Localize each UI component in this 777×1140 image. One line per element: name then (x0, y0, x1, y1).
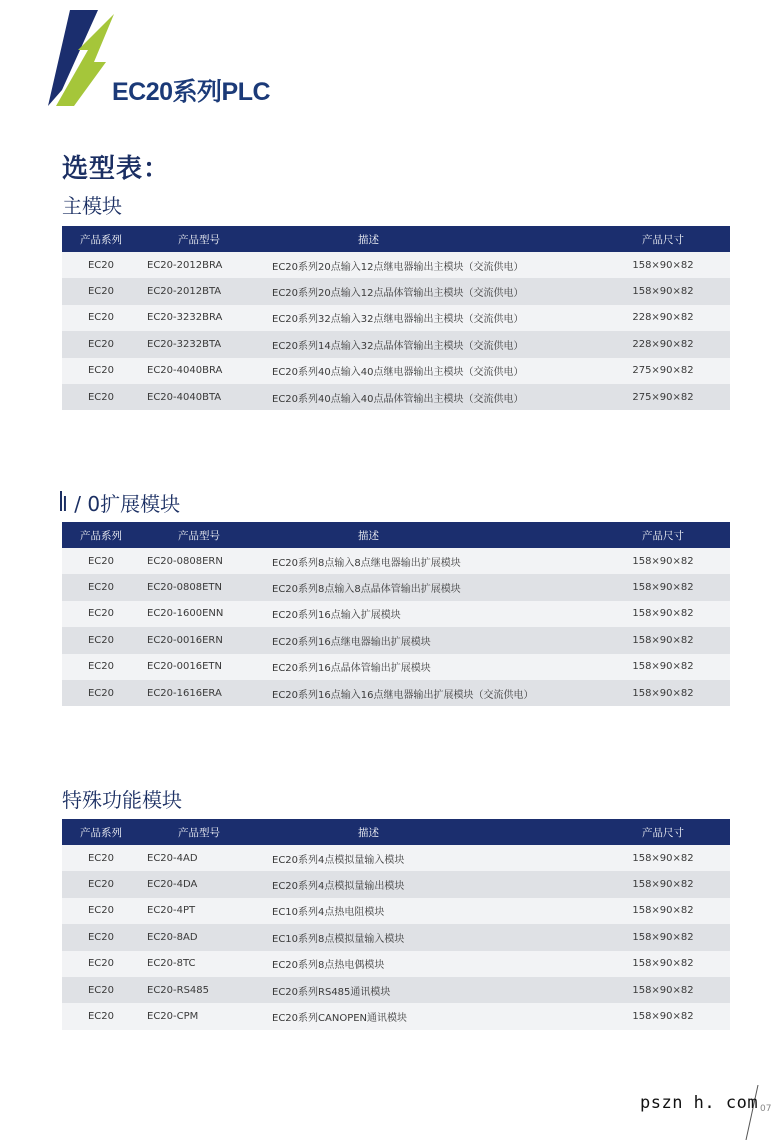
header-size: 产品尺寸 (596, 226, 730, 252)
cell-model: EC20-3232BRA (140, 305, 270, 331)
cell-size: 158×90×82 (596, 977, 730, 1003)
table-header-row (62, 226, 730, 252)
cell-model: EC20-2012BTA (140, 278, 270, 304)
cell-series: EC20 (62, 548, 140, 574)
cell-size: 158×90×82 (596, 654, 730, 680)
io-module-table (62, 522, 730, 706)
cell-size: 275×90×82 (596, 384, 730, 410)
cell-model: EC20-0016ERN (140, 627, 270, 653)
section-title-main-module: 主模块 (62, 194, 122, 218)
cell-size: 158×90×82 (596, 680, 730, 706)
cell-size: 158×90×82 (596, 1003, 730, 1029)
cell-desc: EC20系列RS485通讯模块 (270, 977, 596, 1003)
cell-desc: EC20系列8点输入8点晶体管输出扩展模块 (270, 574, 596, 600)
cell-model: EC20-1616ERA (140, 680, 270, 706)
cell-model: EC20-0016ETN (140, 654, 270, 680)
section-title-io-module: I / 0扩展模块 (62, 492, 181, 516)
cell-model: EC20-4040BRA (140, 358, 270, 384)
cell-desc: EC20系列16点输入扩展模块 (270, 601, 596, 627)
cell-desc: EC20系列16点晶体管输出扩展模块 (270, 654, 596, 680)
cell-size: 158×90×82 (596, 924, 730, 950)
cell-series: EC20 (62, 871, 140, 897)
cell-model: EC20-0808ERN (140, 548, 270, 574)
footer-watermark-url: pszn h. com (640, 1093, 759, 1113)
cell-series: EC20 (62, 252, 140, 278)
header-desc: 描述 (270, 226, 596, 252)
table-row (62, 924, 730, 950)
table-row (62, 252, 730, 278)
cell-series: EC20 (62, 654, 140, 680)
table-row (62, 871, 730, 897)
cell-desc: EC10系列8点模拟量输入模块 (270, 924, 596, 950)
cell-size: 158×90×82 (596, 898, 730, 924)
table-header-row (62, 819, 730, 845)
cell-series: EC20 (62, 384, 140, 410)
table-row (62, 548, 730, 574)
cell-desc: EC20系列16点输入16点继电器输出扩展模块（交流供电） (270, 680, 596, 706)
cell-series: EC20 (62, 680, 140, 706)
cell-desc: EC20系列4点模拟量输入模块 (270, 845, 596, 871)
table-row (62, 845, 730, 871)
cell-size: 158×90×82 (596, 871, 730, 897)
cell-desc: EC20系列20点输入12点继电器输出主模块（交流供电） (270, 252, 596, 278)
cell-model: EC20-8AD (140, 924, 270, 950)
cell-desc: EC20系列40点输入40点晶体管输出主模块（交流供电） (270, 384, 596, 410)
table-row (62, 654, 730, 680)
cell-series: EC20 (62, 1003, 140, 1029)
cell-series: EC20 (62, 924, 140, 950)
cell-series: EC20 (62, 331, 140, 357)
table-row (62, 574, 730, 600)
cell-series: EC20 (62, 977, 140, 1003)
cell-desc: EC20系列14点输入32点晶体管输出主模块（交流供电） (270, 331, 596, 357)
cell-model: EC20-2012BRA (140, 252, 270, 278)
header-size: 产品尺寸 (596, 522, 730, 548)
cell-model: EC20-8TC (140, 951, 270, 977)
main-module-table (62, 226, 730, 410)
header-series: 产品系列 (62, 522, 140, 548)
cell-series: EC20 (62, 627, 140, 653)
header-desc: 描述 (270, 522, 596, 548)
cell-desc: EC20系列32点输入32点继电器输出主模块（交流供电） (270, 305, 596, 331)
table-row (62, 627, 730, 653)
cell-size: 275×90×82 (596, 358, 730, 384)
cell-desc: EC20系列CANOPEN通讯模块 (270, 1003, 596, 1029)
cell-model: EC20-CPM (140, 1003, 270, 1029)
header-series: 产品系列 (62, 226, 140, 252)
cell-model: EC20-1600ENN (140, 601, 270, 627)
page-title: 选型表： (62, 154, 171, 184)
cell-series: EC20 (62, 278, 140, 304)
cell-size: 158×90×82 (596, 252, 730, 278)
cell-desc: EC20系列20点输入12点晶体管输出主模块（交流供电） (270, 278, 596, 304)
cell-model: EC20-RS485 (140, 977, 270, 1003)
table-row (62, 898, 730, 924)
cell-series: EC20 (62, 601, 140, 627)
table-row (62, 278, 730, 304)
cell-size: 158×90×82 (596, 601, 730, 627)
cell-series: EC20 (62, 845, 140, 871)
cell-model: EC20-0808ETN (140, 574, 270, 600)
cell-size: 158×90×82 (596, 278, 730, 304)
cell-series: EC20 (62, 358, 140, 384)
cell-size: 158×90×82 (596, 627, 730, 653)
cell-size: 228×90×82 (596, 305, 730, 331)
header-desc: 描述 (270, 819, 596, 845)
cell-series: EC20 (62, 305, 140, 331)
cell-model: EC20-4AD (140, 845, 270, 871)
table-row (62, 358, 730, 384)
header-size: 产品尺寸 (596, 819, 730, 845)
cell-size: 228×90×82 (596, 331, 730, 357)
cell-desc: EC20系列8点热电偶模块 (270, 951, 596, 977)
table-row (62, 1003, 730, 1029)
cell-size: 158×90×82 (596, 574, 730, 600)
cell-size: 158×90×82 (596, 951, 730, 977)
cell-series: EC20 (62, 951, 140, 977)
cell-desc: EC10系列4点热电阻模块 (270, 898, 596, 924)
cell-desc: EC20系列8点输入8点继电器输出扩展模块 (270, 548, 596, 574)
cell-desc: EC20系列40点输入40点继电器输出主模块（交流供电） (270, 358, 596, 384)
table-row (62, 680, 730, 706)
cell-model: EC20-3232BTA (140, 331, 270, 357)
section-title-special-module: 特殊功能模块 (62, 788, 182, 812)
header-model: 产品型号 (140, 522, 270, 548)
brand-title: EC20系列PLC (112, 78, 271, 106)
table-row (62, 601, 730, 627)
cell-series: EC20 (62, 574, 140, 600)
cell-model: EC20-4DA (140, 871, 270, 897)
cell-model: EC20-4PT (140, 898, 270, 924)
cell-desc: EC20系列16点继电器输出扩展模块 (270, 627, 596, 653)
cell-size: 158×90×82 (596, 548, 730, 574)
page-number: 07 (760, 1104, 772, 1114)
special-module-table (62, 819, 730, 1030)
table-row (62, 384, 730, 410)
table-row (62, 331, 730, 357)
cell-series: EC20 (62, 898, 140, 924)
table-row (62, 951, 730, 977)
header-series: 产品系列 (62, 819, 140, 845)
cell-model: EC20-4040BTA (140, 384, 270, 410)
cell-desc: EC20系列4点模拟量输出模块 (270, 871, 596, 897)
header-model: 产品型号 (140, 819, 270, 845)
table-row (62, 305, 730, 331)
lightning-bolt-logo-icon (48, 10, 114, 106)
table-header-row (62, 522, 730, 548)
table-row (62, 977, 730, 1003)
cell-size: 158×90×82 (596, 845, 730, 871)
header-model: 产品型号 (140, 226, 270, 252)
